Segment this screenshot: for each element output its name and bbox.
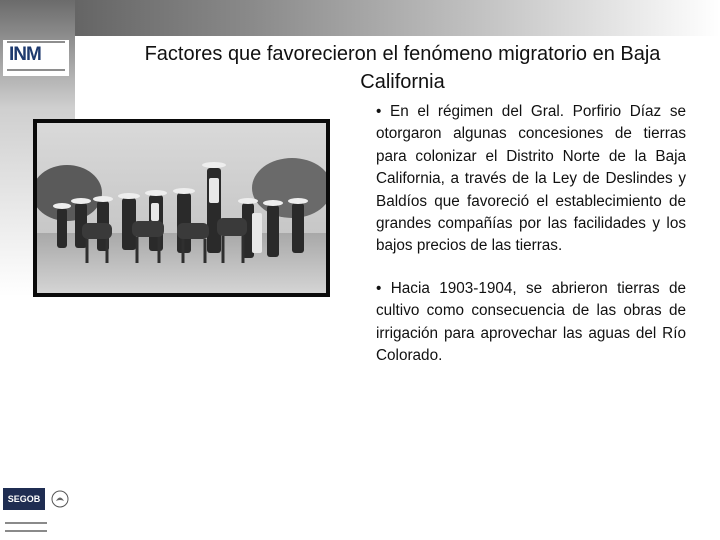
top-gradient-bar <box>0 0 720 36</box>
logo-caption-line <box>7 41 65 43</box>
logo-caption-line <box>7 69 65 71</box>
bullet-rio-colorado: • Hacia 1903-1904, se abrieron tierras de cultivo como consecuencia de las obras de irrigación para aprovechar las aguas del Río Colorado. <box>376 279 686 365</box>
segob-logo-block: SEGOB <box>3 488 45 510</box>
bullet-text-block <box>376 101 686 387</box>
eagle-seal-icon <box>51 490 69 508</box>
footer-caption-line <box>5 522 47 524</box>
bullet-porfirio-diaz: • En el régimen del Gral. Porfirio Díaz se otorgaron algunas concesiones de tierras para colonizar el Distrito Norte de la Baja California, a través de la Ley de Deslindes y Baldíos que favoreció el establecimiento de grandes compañías por las facilidades y los bajos precios de las tierras. <box>376 103 686 255</box>
inm-logo-mark <box>9 44 41 66</box>
segob-logo <box>3 488 71 536</box>
historical-photo <box>37 123 326 293</box>
footer-caption-line <box>5 530 47 532</box>
inm-logo <box>3 40 69 76</box>
inm-logo-text: INM <box>9 44 41 65</box>
slide-title: Factores que favorecieron el fenómeno migratorio en Baja California <box>144 43 661 93</box>
historical-photo-frame <box>33 119 330 297</box>
